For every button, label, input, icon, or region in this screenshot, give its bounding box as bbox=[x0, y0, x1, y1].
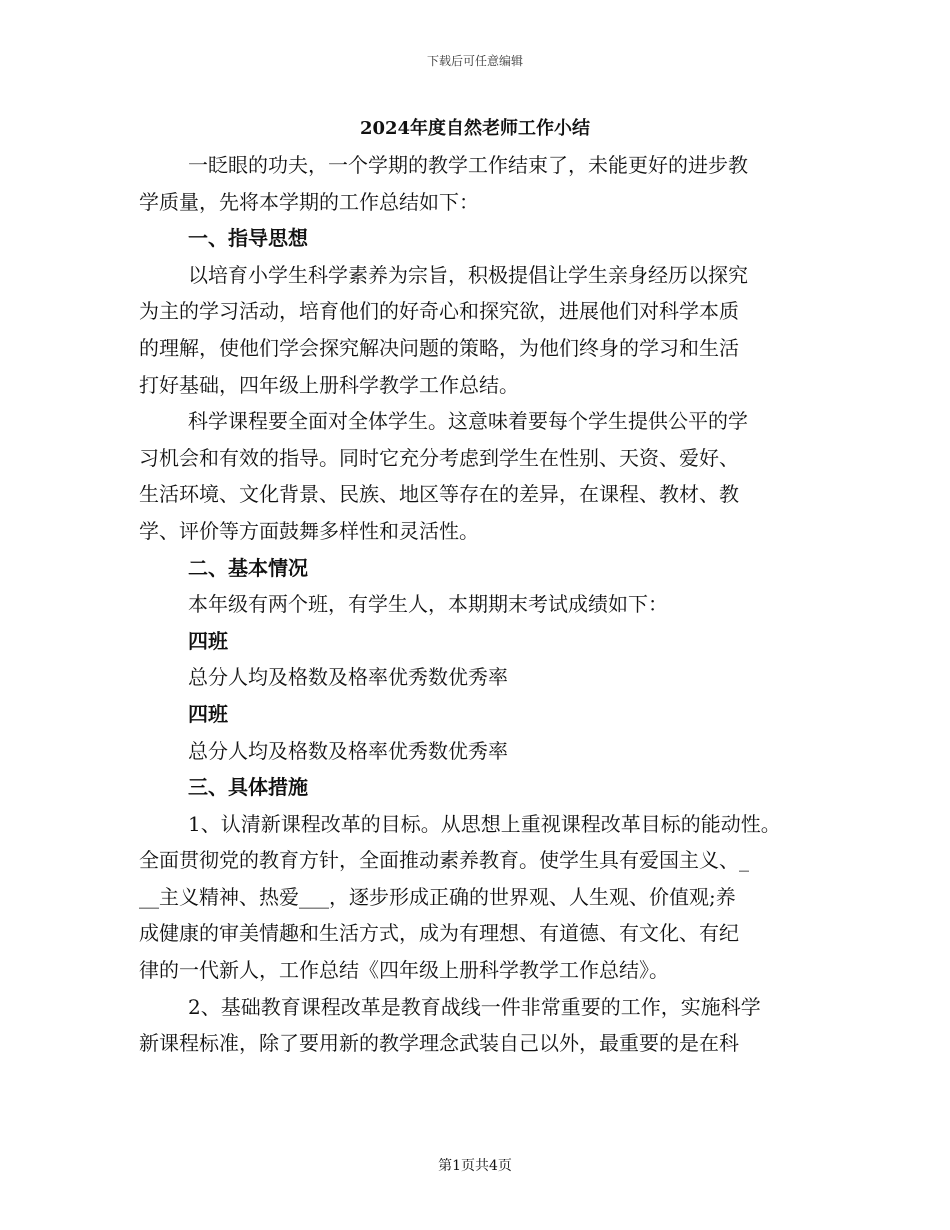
header-note: 下载后可任意编辑 bbox=[426, 54, 523, 68]
section-heading: 一、指导思想 bbox=[188, 226, 308, 251]
body-line: 成健康的审美情趣和生活方式，成为有理想、有道德、有文化、有纪 bbox=[139, 921, 739, 946]
body-line: 新课程标准，除了要用新的教学理念武装自己以外，最重要的是在科 bbox=[139, 1031, 739, 1056]
body-line: 科学课程要全面对全体学生。这意味着要每个学生提供公平的学 bbox=[188, 409, 748, 434]
section-heading: 三、具体措施 bbox=[188, 775, 308, 800]
body-line: 学、评价等方面鼓舞多样性和灵活性。 bbox=[139, 518, 479, 543]
score-columns-line: 总分人均及格数及格率优秀数优秀率 bbox=[188, 665, 508, 690]
class-heading: 四班 bbox=[188, 701, 228, 726]
body-line: 为主的学习活动，培育他们的好奇心和探究欲，进展他们对科学本质 bbox=[139, 299, 739, 324]
body-line: 一眨眼的功夫，一个学期的教学工作结束了，未能更好的进步教 bbox=[188, 153, 748, 177]
body-line: 打好基础，四年级上册科学教学工作总结。 bbox=[139, 372, 519, 397]
body-line: __主义精神、热爱___，逐步形成正确的世界观、人生观、价值观;养 bbox=[139, 884, 736, 909]
body-line: 的理解，使他们学会探究解决问题的策略，为他们终身的学习和生活 bbox=[139, 335, 739, 360]
page-number: 第1页共4页 bbox=[438, 1158, 512, 1174]
document-title: 2024年度自然老师工作小结 bbox=[359, 118, 591, 139]
body-line: 习机会和有效的指导。同时它充分考虑到学生在性别、天资、爱好、 bbox=[139, 445, 739, 470]
body-line: 以培育小学生科学素养为宗旨，积极提倡让学生亲身经历以探究 bbox=[188, 262, 748, 287]
body-line: 全面贯彻党的教育方针，全面推动素养教育。使学生具有爱国主义、_ bbox=[139, 848, 749, 873]
body-line: 生活环境、文化背景、民族、地区等存在的差异，在课程、教材、教 bbox=[139, 482, 739, 507]
body-line: 本年级有两个班，有学生人，本期期末考试成绩如下： bbox=[188, 592, 668, 617]
body-line: 2、基础教育课程改革是教育战线一件非常重要的工作，实施科学 bbox=[188, 994, 761, 1019]
class-heading: 四班 bbox=[188, 628, 228, 653]
body-line: 律的一代新人，工作总结《四年级上册科学教学工作总结》。 bbox=[139, 958, 669, 983]
score-columns-line: 总分人均及格数及格率优秀数优秀率 bbox=[188, 738, 508, 763]
body-line: 学质量，先将本学期的工作总结如下： bbox=[139, 189, 479, 214]
document-body bbox=[139, 147, 819, 1062]
section-heading: 二、基本情况 bbox=[188, 555, 308, 580]
body-line: 1、认清新课程改革的目标。从思想上重视课程改革目标的能动性。 bbox=[188, 811, 781, 836]
